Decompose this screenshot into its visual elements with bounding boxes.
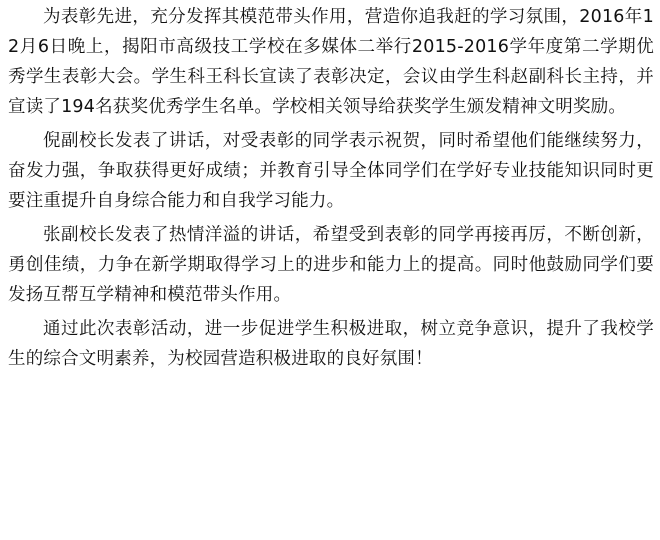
article-body [0, 2, 660, 540]
paragraph-2: 倪副校长发表了讲话，对受表彰的同学表示祝贺，同时希望他们能继续努力，奋发力强，争取获得更好成绩；并教育引导全体同学们在学好专业技能知识同时更要注重提升自身综合能力和自我学习能力。 [8, 131, 654, 211]
paragraph-4: 通过此次表彰活动，进一步促进学生积极进取，树立竞争意识，提升了我校学生的综合文明素养，为校园营造积极进取的良好氛围！ [8, 319, 654, 369]
paragraph-3: 张副校长发表了热情洋溢的讲话，希望受到表彰的同学再接再厉，不断创新，勇创佳绩，力争在新学期取得学习上的进步和能力上的提高。同时他鼓励同学们要发扬互帮互学精神和模范带头作用。 [8, 225, 654, 305]
paragraph-1: 为表彰先进，充分发挥其模范带头作用，营造你追我赶的学习氛围，2016年12月6日晚上，揭阳市高级技工学校在多媒体二举行2015-2016学年度第二学期优秀学生表彰大会。学生科王科长宣读了表彰决定，会议由学生科赵副科长主持，并宣读了194名获奖优秀学生名单。学校相关领导给获奖学生颁发精神文明奖励。 [8, 7, 654, 117]
